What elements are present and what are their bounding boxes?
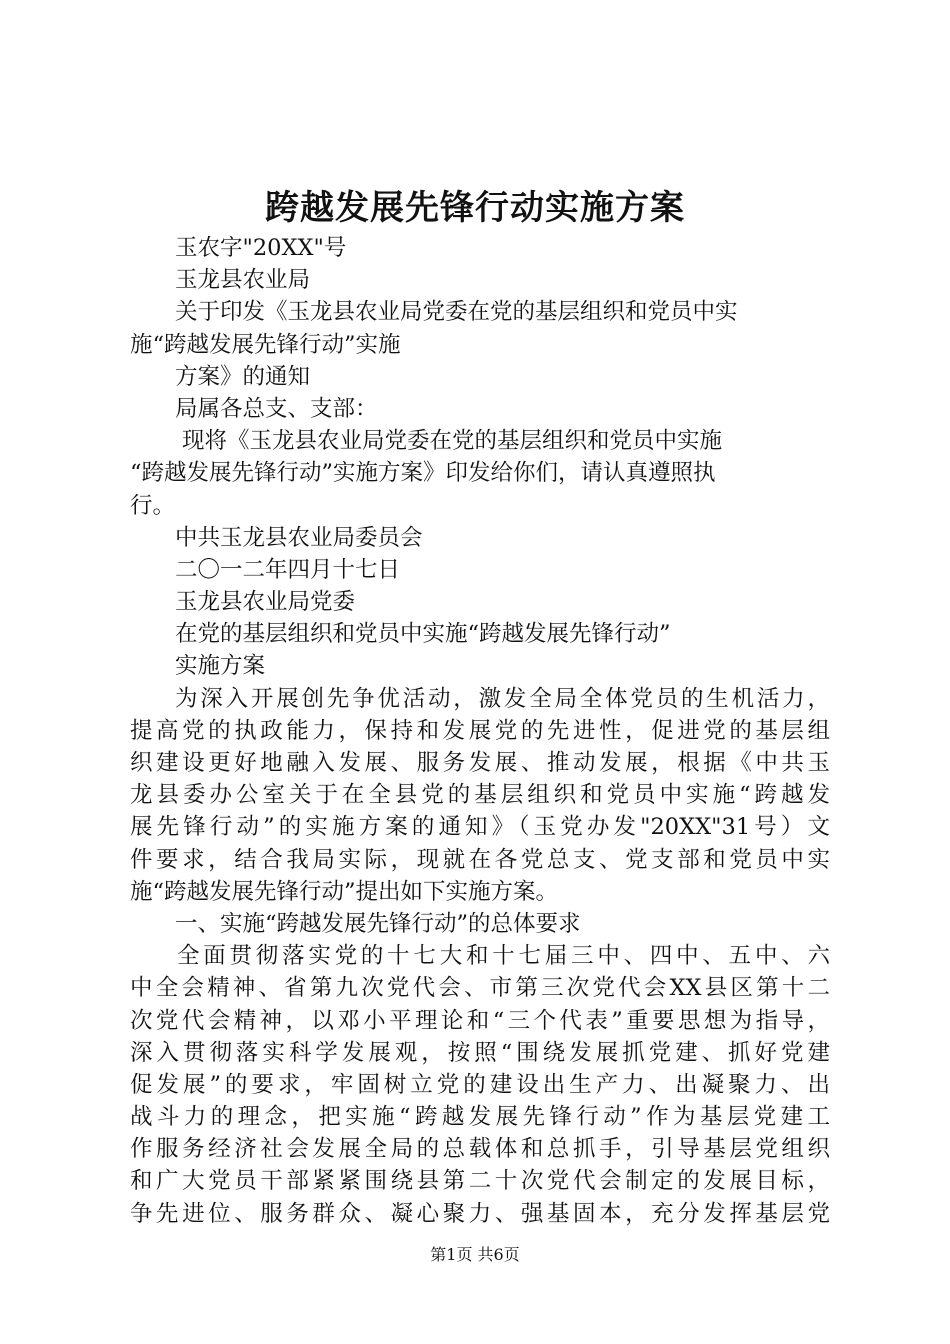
body-line: 和广大党员干部紧紧围绕县第二十次党代会制定的发展目标， — [130, 1168, 830, 1195]
notice-title-line: 施“跨越发展先锋行动”实施 — [130, 331, 401, 358]
body-line: 行。 — [130, 492, 176, 519]
body-line: 促发展”的要求，牢固树立党的建设出生产力、出凝聚力、出 — [130, 1071, 830, 1098]
body-line: 为深入开展创先争优活动，激发全局全体党员的生机活力， — [175, 685, 830, 712]
doc-number: 玉农字"20XX"号 — [175, 235, 347, 261]
addressee: 局属各总支、支部： — [175, 395, 378, 422]
body-line: 中全会精神、省第九次党代会、市第三次党代会XX县区第十二 — [130, 975, 830, 1002]
body-line: 施“跨越发展先锋行动”提出如下实施方案。 — [130, 878, 559, 905]
issuer-name: 玉龙县农业局 — [175, 267, 311, 294]
body-line: 深入贯彻落实科学发展观，按照“围绕发展抓党建、抓好党建 — [130, 1039, 830, 1066]
page-indicator: 第1页 共6页 — [430, 1245, 520, 1264]
body-line: “跨越发展先锋行动”实施方案》印发给你们，请认真遵照执 — [130, 460, 716, 487]
body-line: 提高党的执政能力，保持和发展党的先进性，促进党的基层组 — [130, 717, 830, 744]
section-title-line: 在党的基层组织和党员中实施“跨越发展先锋行动” — [175, 621, 671, 648]
notice-title-line: 关于印发《玉龙县农业局党委在党的基层组织和党员中实 — [175, 299, 738, 326]
body-line: 争先进位、服务群众、凝心聚力、强基固本，充分发挥基层党 — [130, 1200, 830, 1227]
body-line: 战斗力的理念，把实施“跨越发展先锋行动”作为基层党建工 — [130, 1104, 830, 1131]
body-line: 织建设更好地融入发展、服务发展、推动发展，根据《中共玉 — [130, 750, 830, 776]
body-line: 展先锋行动”的实施方案的通知》（玉党办发"20XX"31号）文 — [130, 814, 830, 841]
document-body — [130, 232, 830, 1230]
signature-org: 中共玉龙县农业局委员会 — [175, 524, 423, 551]
section-title-line: 实施方案 — [175, 653, 266, 680]
body-line: 作服务经济社会发展全局的总载体和总抓手，引导基层党组织 — [130, 1136, 830, 1163]
body-line: 全面贯彻落实党的十七大和十七届三中、四中、五中、六 — [177, 943, 830, 970]
notice-title-line: 方案》的通知 — [175, 363, 311, 390]
body-line: 件要求，结合我局实际，现就在各党总支、党支部和党员中实 — [130, 846, 830, 873]
body-line: 龙县委办公室关于在全县党的基层组织和党员中实施“跨越发 — [130, 782, 830, 809]
body-line: 次党代会精神，以邓小平理论和“三个代表”重要思想为指导， — [130, 1007, 830, 1034]
document-title: 跨越发展先锋行动实施方案 — [265, 188, 685, 228]
body-line: 现将《玉龙县农业局党委在党的基层组织和党员中实施 — [182, 428, 723, 455]
section-heading: 一、实施“跨越发展先锋行动”的总体要求 — [175, 910, 581, 937]
signature-date: 二〇一二年四月十七日 — [175, 556, 401, 583]
section-issuer: 玉龙县农业局党委 — [175, 589, 356, 616]
